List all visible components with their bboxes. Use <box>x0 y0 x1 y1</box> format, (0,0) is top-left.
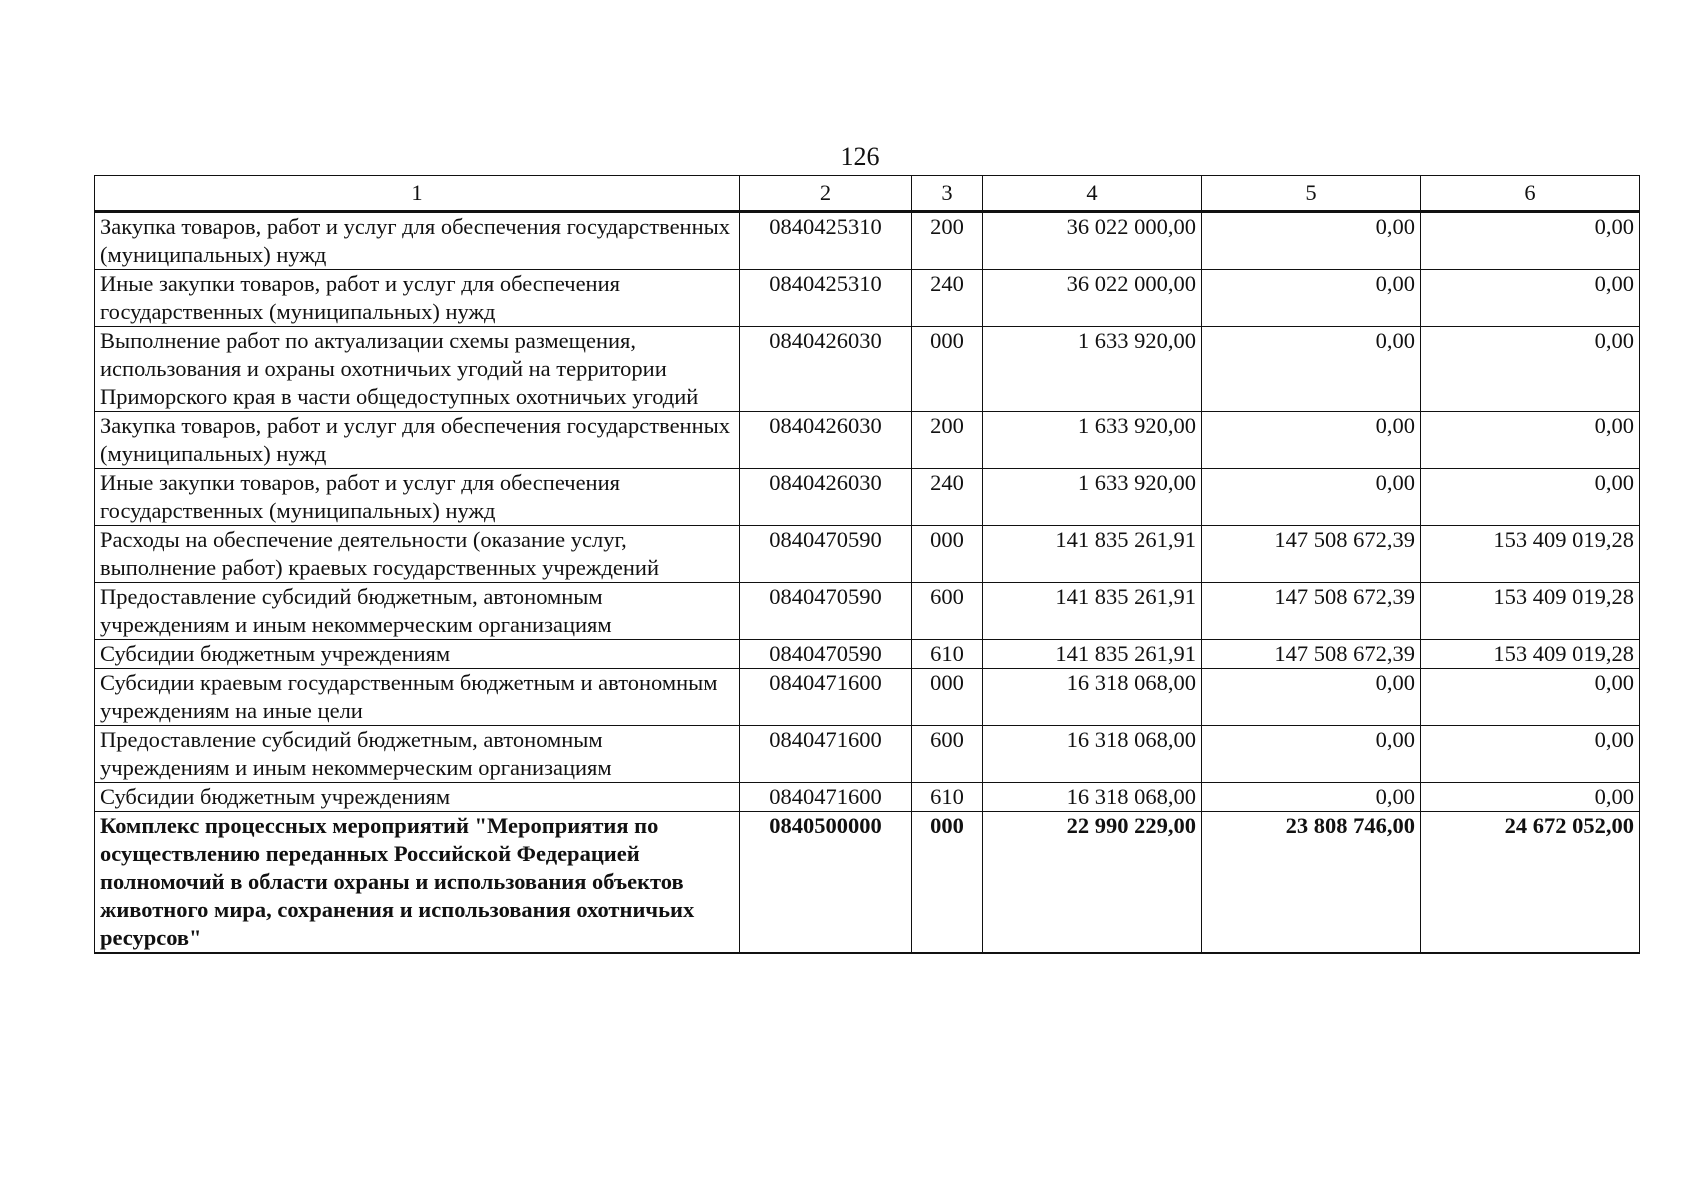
table-row <box>95 583 1640 640</box>
row-amount-col5: 0,00 <box>1202 327 1421 412</box>
table-row <box>95 412 1640 469</box>
table-row <box>95 526 1640 583</box>
row-code: 0840500000 <box>740 812 912 954</box>
column-header-5: 5 <box>1202 176 1421 212</box>
row-amount-col4: 16 318 068,00 <box>983 726 1202 783</box>
row-name: Иные закупки товаров, работ и услуг для обеспечения государственных (муниципальных) нужд <box>95 270 740 327</box>
row-amount-col5: 0,00 <box>1202 270 1421 327</box>
table-row <box>95 327 1640 412</box>
row-amount-col5: 0,00 <box>1202 412 1421 469</box>
row-name: Расходы на обеспечение деятельности (оказание услуг, выполнение работ) краевых государственных учреждений <box>95 526 740 583</box>
row-amount-col4: 1 633 920,00 <box>983 469 1202 526</box>
row-amount-col4: 141 835 261,91 <box>983 583 1202 640</box>
page-number: 126 <box>840 142 880 171</box>
table-row <box>95 669 1640 726</box>
row-name: Субсидии краевым государственным бюджетным и автономным учреждениям на иные цели <box>95 669 740 726</box>
row-code: 0840470590 <box>740 640 912 669</box>
table-row <box>95 469 1640 526</box>
row-code: 0840425310 <box>740 212 912 270</box>
table-row <box>95 212 1640 270</box>
row-name: Закупка товаров, работ и услуг для обеспечения государственных (муниципальных) нужд <box>95 412 740 469</box>
row-amount-col6: 0,00 <box>1421 783 1640 812</box>
row-code: 0840426030 <box>740 327 912 412</box>
row-name: Субсидии бюджетным учреждениям <box>95 783 740 812</box>
table-row <box>95 783 1640 812</box>
table-row <box>95 640 1640 669</box>
row-expense-type: 000 <box>912 526 983 583</box>
row-amount-col5: 147 508 672,39 <box>1202 640 1421 669</box>
row-code: 0840471600 <box>740 783 912 812</box>
row-amount-col4: 22 990 229,00 <box>983 812 1202 954</box>
row-amount-col6: 0,00 <box>1421 270 1640 327</box>
row-amount-col4: 141 835 261,91 <box>983 526 1202 583</box>
row-amount-col4: 16 318 068,00 <box>983 669 1202 726</box>
row-amount-col4: 36 022 000,00 <box>983 212 1202 270</box>
row-expense-type: 610 <box>912 640 983 669</box>
row-expense-type: 000 <box>912 669 983 726</box>
table-row <box>95 812 1640 954</box>
row-name: Иные закупки товаров, работ и услуг для обеспечения государственных (муниципальных) нужд <box>95 469 740 526</box>
row-code: 0840426030 <box>740 412 912 469</box>
row-code: 0840470590 <box>740 583 912 640</box>
row-amount-col4: 36 022 000,00 <box>983 270 1202 327</box>
row-amount-col6: 0,00 <box>1421 669 1640 726</box>
header-row <box>95 176 1640 212</box>
row-amount-col5: 23 808 746,00 <box>1202 812 1421 954</box>
column-header-6: 6 <box>1421 176 1640 212</box>
row-amount-col6: 153 409 019,28 <box>1421 526 1640 583</box>
row-amount-col4: 1 633 920,00 <box>983 327 1202 412</box>
row-code: 0840426030 <box>740 469 912 526</box>
row-amount-col6: 0,00 <box>1421 726 1640 783</box>
row-expense-type: 000 <box>912 327 983 412</box>
row-code: 0840470590 <box>740 526 912 583</box>
row-expense-type: 200 <box>912 212 983 270</box>
row-amount-col6: 24 672 052,00 <box>1421 812 1640 954</box>
row-name: Предоставление субсидий бюджетным, автономным учреждениям и иным некоммерческим организациям <box>95 583 740 640</box>
row-amount-col5: 0,00 <box>1202 469 1421 526</box>
row-amount-col6: 0,00 <box>1421 469 1640 526</box>
row-expense-type: 000 <box>912 812 983 954</box>
row-expense-type: 200 <box>912 412 983 469</box>
row-name: Комплекс процессных мероприятий "Мероприятия по осуществлению переданных Российской Федерацией полномочий в области охраны и использования объектов животного мира, сохранения и использования охотничьих ресурсов" <box>95 812 740 954</box>
row-amount-col5: 0,00 <box>1202 783 1421 812</box>
row-name: Закупка товаров, работ и услуг для обеспечения государственных (муниципальных) нужд <box>95 212 740 270</box>
row-amount-col5: 0,00 <box>1202 212 1421 270</box>
row-code: 0840471600 <box>740 669 912 726</box>
row-name: Субсидии бюджетным учреждениям <box>95 640 740 669</box>
table-row <box>95 270 1640 327</box>
row-amount-col6: 153 409 019,28 <box>1421 640 1640 669</box>
row-amount-col6: 0,00 <box>1421 327 1640 412</box>
row-amount-col6: 0,00 <box>1421 212 1640 270</box>
row-code: 0840471600 <box>740 726 912 783</box>
row-name: Предоставление субсидий бюджетным, автономным учреждениям и иным некоммерческим организациям <box>95 726 740 783</box>
row-amount-col5: 0,00 <box>1202 669 1421 726</box>
table-row <box>95 726 1640 783</box>
row-expense-type: 240 <box>912 469 983 526</box>
row-expense-type: 610 <box>912 783 983 812</box>
column-header-3: 3 <box>912 176 983 212</box>
row-amount-col4: 1 633 920,00 <box>983 412 1202 469</box>
budget-table <box>94 175 1640 954</box>
row-amount-col6: 153 409 019,28 <box>1421 583 1640 640</box>
column-header-4: 4 <box>983 176 1202 212</box>
row-amount-col5: 147 508 672,39 <box>1202 583 1421 640</box>
row-amount-col4: 16 318 068,00 <box>983 783 1202 812</box>
row-expense-type: 600 <box>912 726 983 783</box>
column-header-2: 2 <box>740 176 912 212</box>
column-header-1: 1 <box>95 176 740 212</box>
row-expense-type: 240 <box>912 270 983 327</box>
row-expense-type: 600 <box>912 583 983 640</box>
row-amount-col6: 0,00 <box>1421 412 1640 469</box>
row-amount-col5: 0,00 <box>1202 726 1421 783</box>
row-amount-col5: 147 508 672,39 <box>1202 526 1421 583</box>
row-code: 0840425310 <box>740 270 912 327</box>
row-name: Выполнение работ по актуализации схемы размещения, использования и охраны охотничьих угодий на территории Приморского края в части общедоступных охотничьих угодий <box>95 327 740 412</box>
row-amount-col4: 141 835 261,91 <box>983 640 1202 669</box>
